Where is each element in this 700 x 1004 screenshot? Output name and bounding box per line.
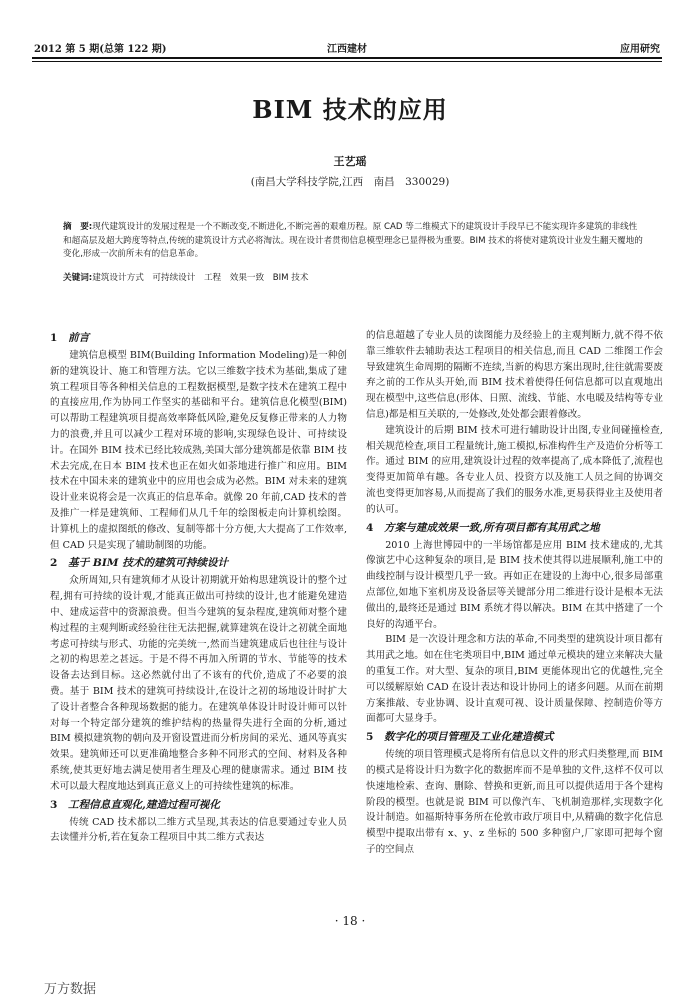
left-column (50, 328, 347, 846)
section-heading: 2 基于 BIM 技术的建筑可持续设计 (50, 557, 229, 570)
journal-name: 江西建材 (327, 44, 367, 55)
section-heading: 5 数字化的项目管理及工业化建造模式 (366, 731, 554, 744)
paragraph: BIM 是一次设计理念和方法的革命,不同类型的建筑设计项目都有其用武之地。如在住宅类项目中,BIM 通过单元模块的建立来解决大量的重复工作。对大型、复杂的项目,BIM 更能体现出它的优越性,完全可以缓解原始 CAD 在设计表达和设计协同上的诸多问题。从而在前期方案推敲、专业协调、设计直观可视、设计质量保障、控制造价等方面都可大显身手。 (366, 634, 663, 725)
footer-brand: 万方数据 (44, 982, 97, 997)
paper-title: BIM 技术的应用 (252, 95, 448, 124)
issue-info: 2012 第 5 期(总第 122 期) (34, 44, 167, 55)
section-heading: 4 方案与建成效果一致,所有项目都有其用武之地 (366, 521, 600, 534)
right-column (366, 328, 663, 858)
paragraph: 众所周知,只有建筑师才从设计初期就开始构思建筑设计的整个过程,拥有可持续的设计观,才能真正做出可持续的设计,也才能避免建造中、建成运营中的资源浪费。但当今建筑的复杂程度,建筑师对整个建构过程的主观判断或经验往往无法把握,就算建筑在设计之初就全面地考虑可持续与形式、功能的完美统一,然而当建筑建成后也往往与设计之初的构思差之甚远。于是不得不再加入所谓的节水、节能等的技术设备去达到目标。这必然就付出了不该有的代价,造成了不必要的浪费。基于 BIM 技术的建筑可持续设计,在设计之初的场地设计时扩大了设计者整合各种现场数据的能力。在建筑单体设计时设计师可以针对每一个特定部分建筑的维护结构的热量得失进行全面的分析,通过 BIM 模拟建筑物的朝向及开窗设置进而分析房间的采光、通风等真实效果。建筑师还可以更准确地整合多种不同形式的空间、材料及各种系统,使其更好地去满足使用者生理及心理的健康需求。通过 BIM 技术可以最大程度地达到真正意义上的可持续性建筑的标准。 (50, 575, 347, 792)
abstract (63, 221, 643, 262)
paragraph: 的信息超越了专业人员的读图能力及经验上的主观判断力,就不得不依靠三维软件去辅助表达工程项目的相关信息,而且 CAD 二维图工作会导致建筑生命周期的隔断不连续,当新的构思方案出现时,往往就需要废弃之前的工作从头开始,而 BIM 技术着使得任何信息都可以直观地出现在模型中,这些信息(形体、日照、流线、节能、水电暖及结构等专业信息)都是相互关联的,一处修改,处处都会跟着修改。 (366, 330, 663, 420)
paragraph: 建筑设计的后期 BIM 技术可进行辅助设计出图,专业间碰撞检查,相关规范检查,项目工程量统计,施工模拟,标准构件生产及造价分析等工作。通过 BIM 的应用,建筑设计过程的效率提高了,成本降低了,流程也变得更加简单有趣。各专业人员、投资方以及施工人员之间的协调交流也变得更加容易,从而提高了我们的服务水准,更易获得业主及使用者的认可。 (366, 424, 663, 515)
section-heading: 3 工程信息直观化,建造过程可视化 (50, 798, 220, 811)
affiliation: (南昌大学科技学院,江西 南昌 330029) (250, 176, 450, 188)
running-header (32, 40, 662, 54)
keywords-label: 关键词: (63, 273, 93, 283)
keywords-text: 建筑设计方式 可持续设计 工程 效果一致 BIM 技术 (92, 273, 309, 283)
author: 王艺瑶 (333, 155, 367, 168)
section-heading: 1 前言 (50, 332, 90, 344)
paragraph: 传统的项目管理模式是将所有信息以文件的形式归类整理,而 BIM 的模式是将设计归为数字化的数据库而不是单独的文件,这样不仅可以快速地检索、查询、删除、替换和更新,而且可以提供适用于各个建构阶段的模型。也就是说 BIM 可以像汽车、飞机制造那样,实现数字化设计制造。如福斯特事务所在伦敦市政厅项目中,从精确的数字化信息模型中提取出带有 x、y、z 坐标的 500 多种窗户,厂家即可把每个窗子的空间点 (366, 749, 663, 855)
abstract-label: 摘 要: (63, 222, 93, 232)
header-rule-thin (32, 61, 662, 62)
abstract-text: 现代建筑设计的发展过程是一个不断改变,不断进化,不断完善的艰难历程。原 CAD 等二维模式下的建筑设计手段早已不能实现许多建筑的非线性和超高层及超大跨度等特点,传统的建筑设计方式必将淘汰。现在设计者贯彻信息模型理念已显得极为重要。BIM 技术的将使对建筑设计业发生翻天覆地的变化,形成一次前所未有的信息革命。 (63, 222, 643, 259)
paragraph: 2010 上海世博园中的一半场馆都是应用 BIM 技术建成的,尤其像演艺中心这种复杂的项目,是 BIM 技术使其得以进展顺利,施工中的曲线控制与设计模型几乎一致。再如正在建设的上海中心,很多局部重点部位,如地下室机房及设备层等关键部分用二维进行设计是根本无法做出的,最终还是通过 BIM 系统才得以解决。BIM 在其中搭建了一个良好的沟通平台。 (366, 539, 663, 630)
paragraph: 传统 CAD 技术都以二维方式呈现,其表达的信息要通过专业人员去读懂并分析,若在复杂工程项目中其二维方式表达 (50, 816, 347, 844)
paragraph: 建筑信息模型 BIM(Building Information Modeling)是一种创新的建筑设计、施工和管理方法。它以三维数字技术为基础,集成了建筑工程项目等各种相关信息的工程数据模型,是数字技术在建筑工程中的直接应用,作为协同工作坚实的基础和平台。建筑信息化模型(BIM)可以帮助工程建筑项目提高效率降低风险,避免反复修正带来的人力物力的浪费,并且可以减少工程对环境的影响,实现绿色设计、可持续设计。在国外 BIM 技术已经比较成熟,美国大部分建筑都是依靠 BIM 技术去完成,在日本 BIM 技术也正在如火如荼地进行推广和应用。BIM 技术在中国未来的建筑业中的应用也会成为必然。BIM 对未来的建筑设计业来说将会是一次真正的信息革命。就像 20 年前,CAD 技术的普及推广一样是建筑师、工程师们从几千年的绘图板走向计算机绘图。计算机上的虚拟图纸的修改、复制等都十分方便,大大提高了工作效率,但 CAD 只是实现了辅助制图的功能。 (50, 350, 347, 551)
section-name: 应用研究 (620, 44, 660, 55)
header-rule-thick (32, 57, 662, 59)
page-number: · 18 · (334, 914, 366, 928)
keywords (63, 271, 643, 283)
